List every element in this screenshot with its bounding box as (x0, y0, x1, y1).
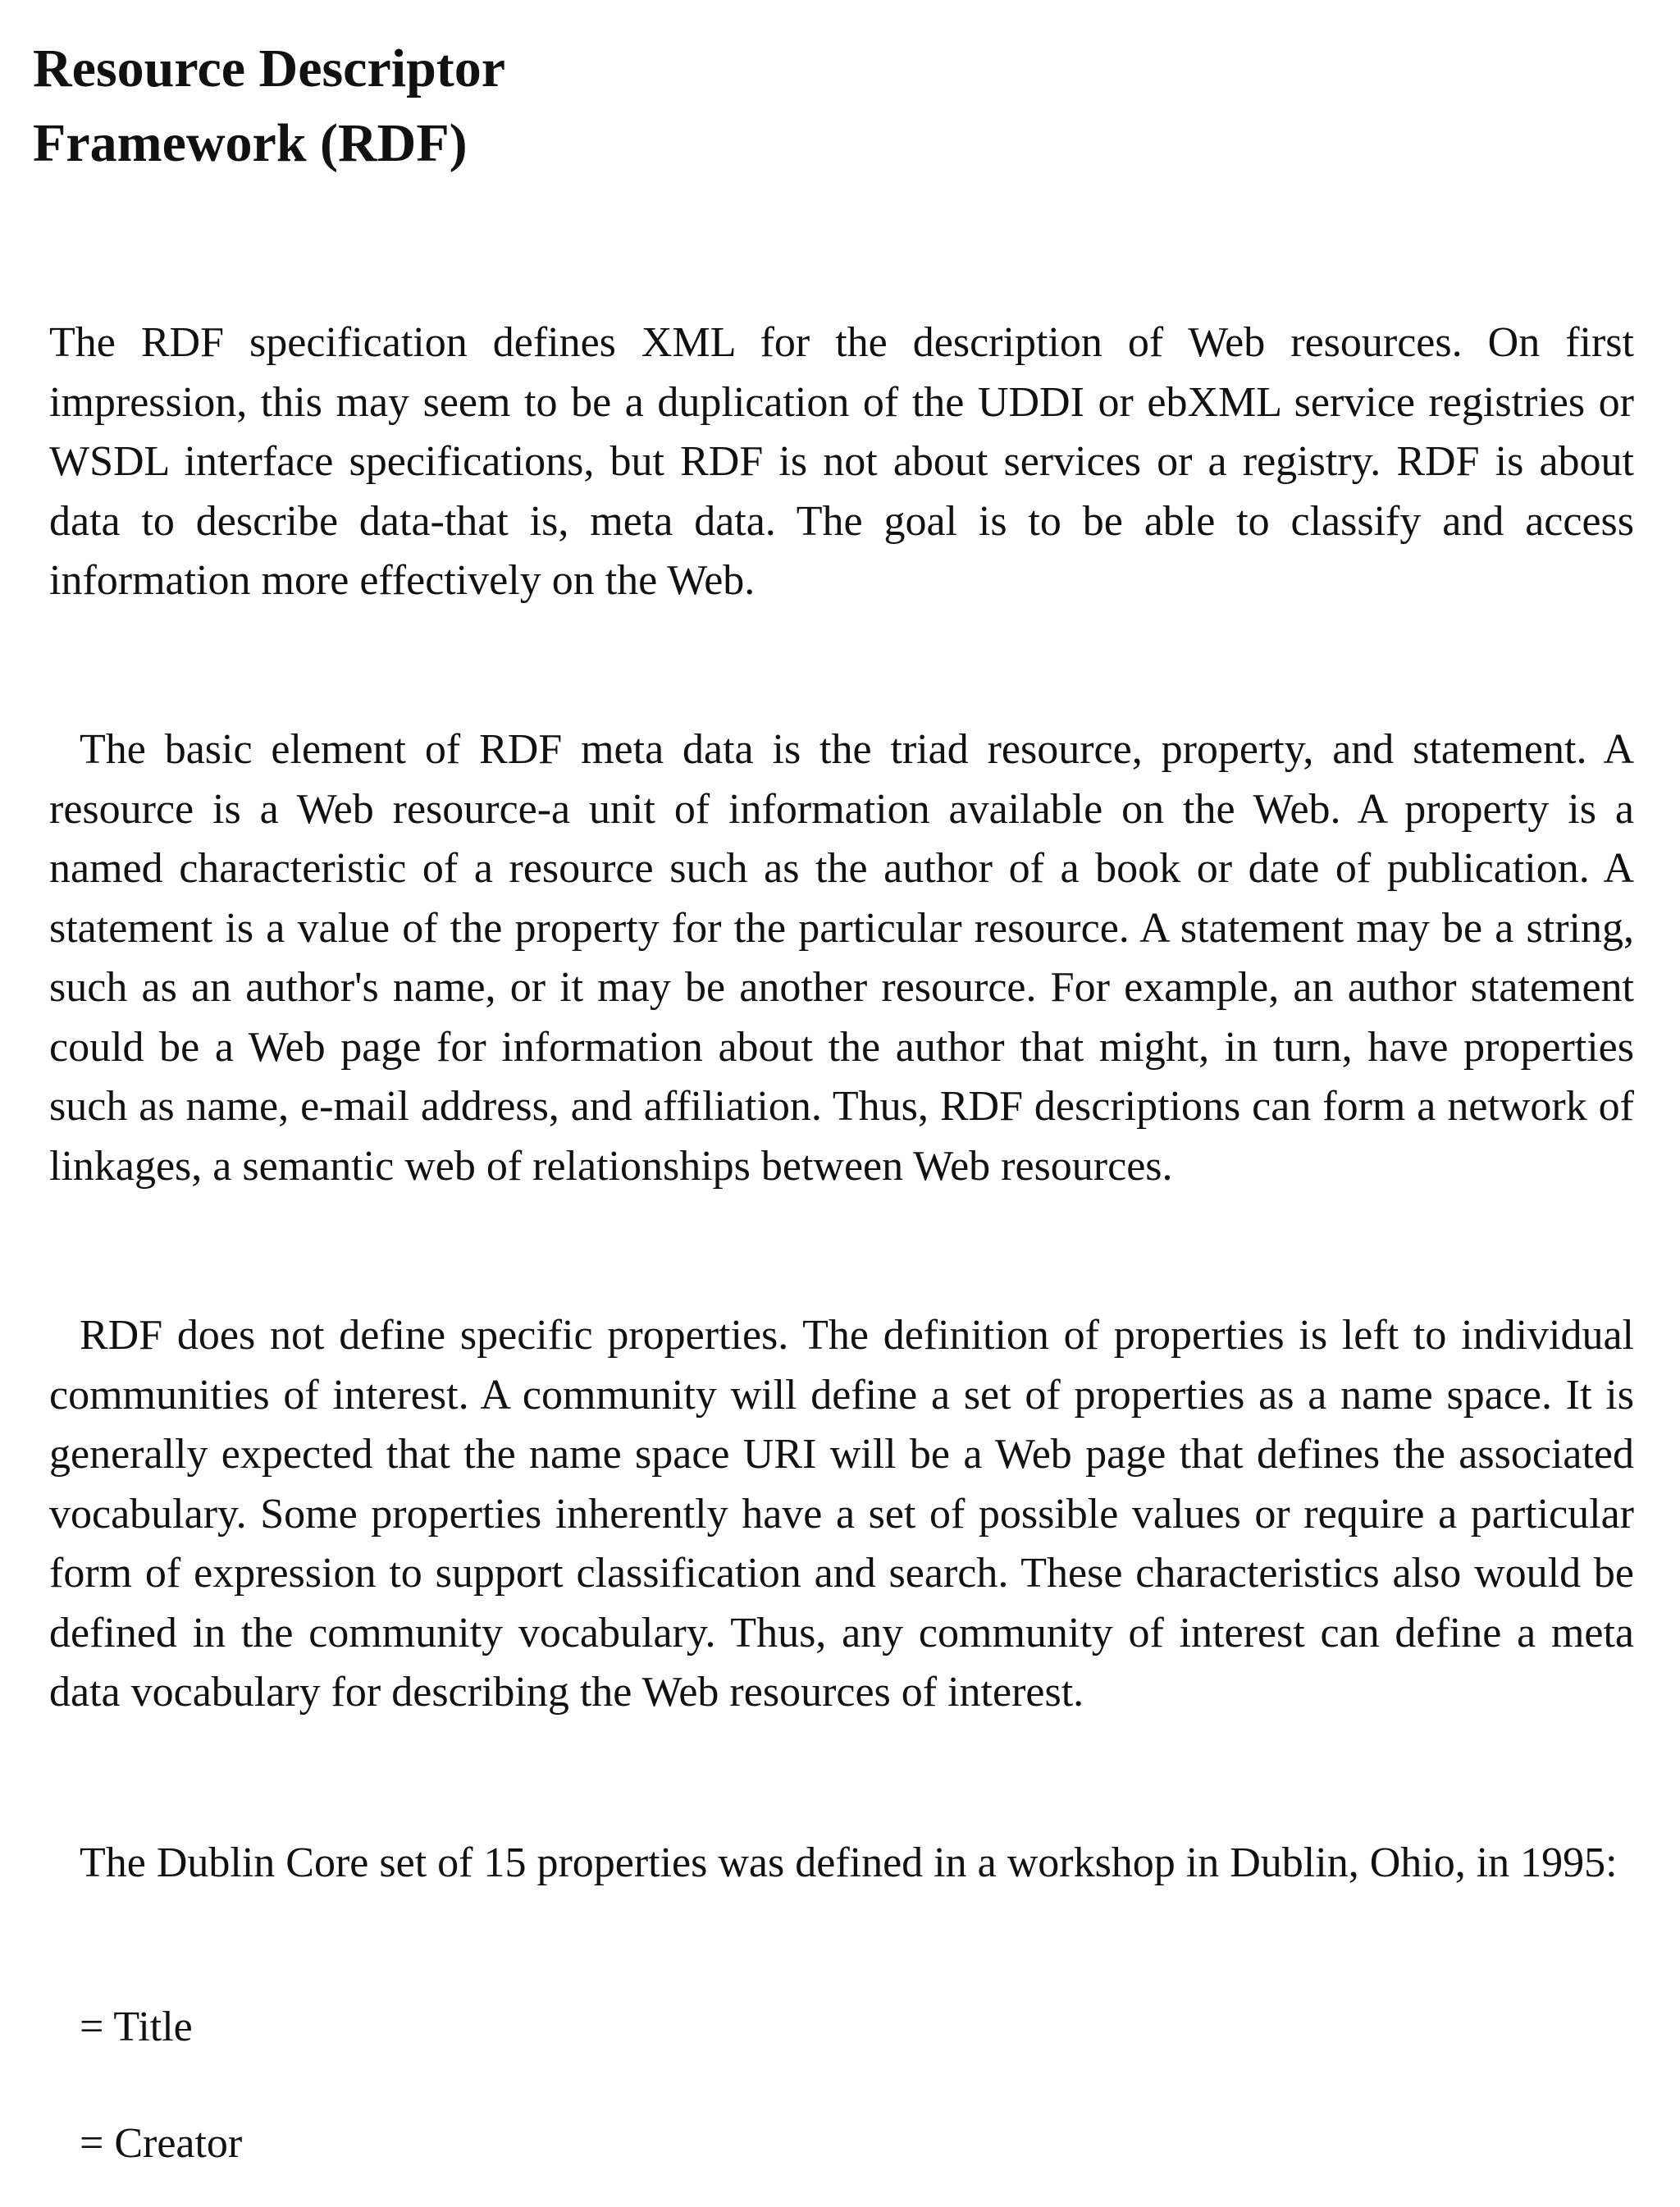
title-line-1: Resource Descriptor (33, 39, 506, 98)
document-title (33, 31, 935, 180)
paragraph-rdf-triad: The basic element of RDF meta data is the triad resource, property, and statement. A resource is a Web resource-a unit of information available on the Web. A property is a named characteristic of a resource such as the author of a book or date of publication. A statement is a value of the property for the particular resource. A statement may be a string, such as an author's name, or it may be another resource. For example, an author statement could be a Web page for information about the author that might, in turn, have properties such as name, e-mail address, and affiliation. Thus, RDF descriptions can form a network of linkages, a semantic web of relationships between Web resources. (49, 726, 1634, 1190)
list-item-title: = Title (80, 2004, 193, 2050)
paragraph-rdf-properties: RDF does not define specific properties. The definition of properties is left to individual communities of interest. A community will define a set of properties as a name space. It is generally expected that the name space URI will be a Web page that defines the associated vocabulary. Some properties inherently have a set of possible values or require a particular form of expression to support classification and search. These characteristics also would be defined in the community vocabulary. Thus, any community of interest can define a meta data vocabulary for describing the Web resources of interest. (49, 1312, 1634, 1716)
list-item-creator: = Creator (80, 2120, 243, 2167)
paragraph-rdf-spec: The RDF specification defines XML for the description of Web resources. On first impression, this may seem to be a duplication of the UDDI or ebXML service registries or WSDL interface specifications, but RDF is not about services or a registry. RDF is about data to describe data-that is, meta data. The goal is to be able to classify and access information more effectively on the Web. (49, 319, 1634, 604)
paragraph-dublin-core: The Dublin Core set of 15 properties was defined in a workshop in Dublin, Ohio, in 1995: (80, 1839, 1618, 1886)
title-line-2: Framework (RDF) (33, 113, 468, 173)
